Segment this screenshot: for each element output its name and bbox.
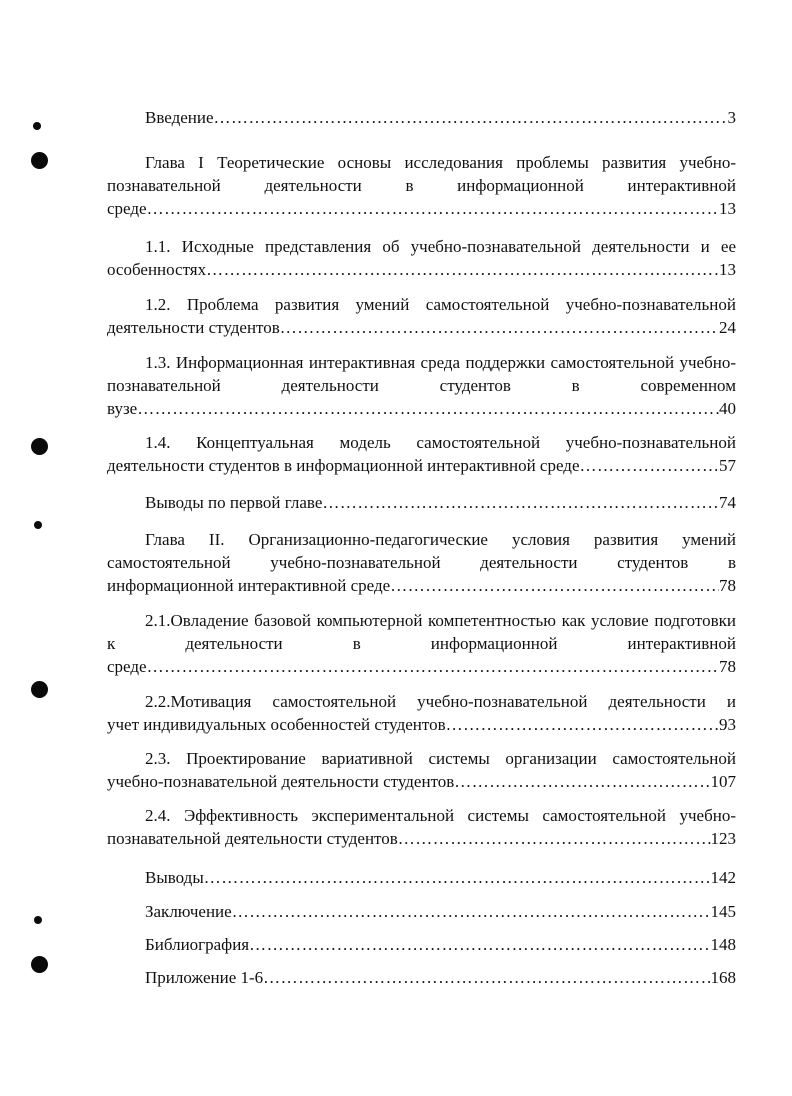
toc-entry-title: Введение: [145, 108, 214, 127]
toc-page-number: 93: [719, 715, 736, 734]
toc-entry[interactable]: [107, 431, 736, 477]
toc-page-number: 148: [710, 935, 736, 954]
toc-page-number: 40: [719, 399, 736, 418]
toc-entry-title: Заключение: [145, 902, 232, 921]
punch-hole: [31, 152, 48, 169]
punch-hole: [31, 438, 48, 455]
toc-page-number: 123: [710, 829, 736, 848]
toc-page-number: 13: [719, 260, 736, 279]
toc-page-number: 145: [710, 902, 736, 921]
toc-leader-dots: [232, 900, 711, 923]
toc-leader-dots: [147, 655, 719, 678]
toc-entry-title: 1.2. Проблема развития умений самостоятельной учебно-познавательной: [145, 295, 736, 314]
toc-entry-title-end: учебно-познавательной деятельности студентов: [107, 772, 455, 791]
toc-entry-title: 1.3. Информационная интерактивная среда поддержки самостоятельной учебно-познавательной деятельности студентов в современном: [107, 353, 736, 395]
toc-entry-title: 2.2.Мотивация самостоятельной учебно-познавательной деятельности и: [145, 692, 736, 711]
toc-entry[interactable]: [107, 866, 736, 889]
toc-page-number: 57: [719, 456, 736, 475]
toc-entry[interactable]: [107, 933, 736, 956]
punch-hole-mark: [34, 916, 42, 924]
toc-page-number: 78: [719, 657, 736, 676]
toc-entry-title-end: среде: [107, 657, 147, 676]
toc-page-number: 78: [719, 576, 736, 595]
toc-leader-dots: [390, 574, 719, 597]
toc-entry[interactable]: [107, 491, 736, 514]
toc-entry[interactable]: [107, 804, 736, 850]
toc-entry-title: 1.4. Концептуальная модель самостоятельной учебно-познавательной: [145, 433, 736, 452]
toc-entry-title: 2.3. Проектирование вариативной системы организации самостоятельной: [145, 749, 736, 768]
toc-page-number: 168: [710, 968, 736, 987]
toc-entry-title: Выводы: [145, 868, 204, 887]
punch-hole-mark: [33, 122, 41, 130]
toc-page-number: 3: [727, 108, 736, 127]
toc-leader-dots: [263, 966, 710, 989]
toc-leader-dots: [137, 397, 719, 420]
toc-entry-title-end: деятельности студентов в информационной интерактивной среде: [107, 456, 580, 475]
toc-entry[interactable]: [107, 151, 736, 220]
punch-hole: [31, 956, 48, 973]
toc-entry[interactable]: [107, 690, 736, 736]
toc-page-number: 74: [719, 493, 736, 512]
toc-entry-title: Выводы по первой главе: [145, 493, 323, 512]
toc-entry[interactable]: [107, 747, 736, 793]
toc-entry-title-end: информационной интерактивной среде: [107, 576, 391, 595]
toc-entry[interactable]: [107, 528, 736, 597]
toc-page-number: 24: [719, 318, 736, 337]
toc-leader-dots: [322, 491, 719, 514]
toc-leader-dots: [249, 933, 710, 956]
toc-entry-title-end: особенностях: [107, 260, 207, 279]
toc-leader-dots: [454, 770, 710, 793]
toc-entry-title-end: деятельности студентов: [107, 318, 280, 337]
toc-entry[interactable]: [107, 900, 736, 923]
punch-hole-mark: [34, 521, 42, 529]
table-of-contents: [107, 100, 736, 989]
toc-entry[interactable]: [107, 351, 736, 420]
toc-page-number: 142: [710, 868, 736, 887]
toc-leader-dots: [214, 106, 728, 129]
toc-entry-title-end: учет индивидуальных особенностей студентов: [107, 715, 446, 734]
toc-leader-dots: [204, 866, 711, 889]
toc-leader-dots: [580, 454, 720, 477]
toc-entry[interactable]: [107, 106, 736, 129]
toc-page-number: 13: [719, 199, 736, 218]
toc-leader-dots: [398, 827, 711, 850]
toc-entry-title: Приложение 1-6: [145, 968, 264, 987]
toc-entry-title: 2.1.Овладение базовой компьютерной компетентностью как условие подготовки к деятельности в информационной интерактивной: [107, 611, 736, 653]
toc-entry-title-end: вузе: [107, 399, 138, 418]
punch-hole: [31, 681, 48, 698]
toc-entry[interactable]: [107, 609, 736, 678]
toc-entry[interactable]: [107, 293, 736, 339]
toc-entry[interactable]: [107, 235, 736, 281]
toc-entry[interactable]: [107, 966, 736, 989]
toc-entry-title: 1.1. Исходные представления об учебно-познавательной деятельности и ее: [145, 237, 736, 256]
toc-entry-title-end: среде: [107, 199, 147, 218]
toc-entry-title: Глава II. Организационно-педагогические условия развития умений самостоятельной учебно-познавательной деятельности студентов в: [107, 530, 736, 572]
toc-entry-title-end: познавательной деятельности студентов: [107, 829, 398, 848]
toc-leader-dots: [147, 197, 719, 220]
toc-leader-dots: [280, 316, 719, 339]
toc-entry-title: 2.4. Эффективность экспериментальной системы самостоятельной учебно-: [145, 806, 736, 825]
toc-entry-title: Библиография: [145, 935, 250, 954]
toc-leader-dots: [446, 713, 719, 736]
toc-page-number: 107: [710, 772, 736, 791]
toc-leader-dots: [206, 258, 719, 281]
toc-entry-title: Глава I Теоретические основы исследования проблемы развития учебно-познавательной деятельности в информационной интерактивной: [107, 153, 736, 195]
